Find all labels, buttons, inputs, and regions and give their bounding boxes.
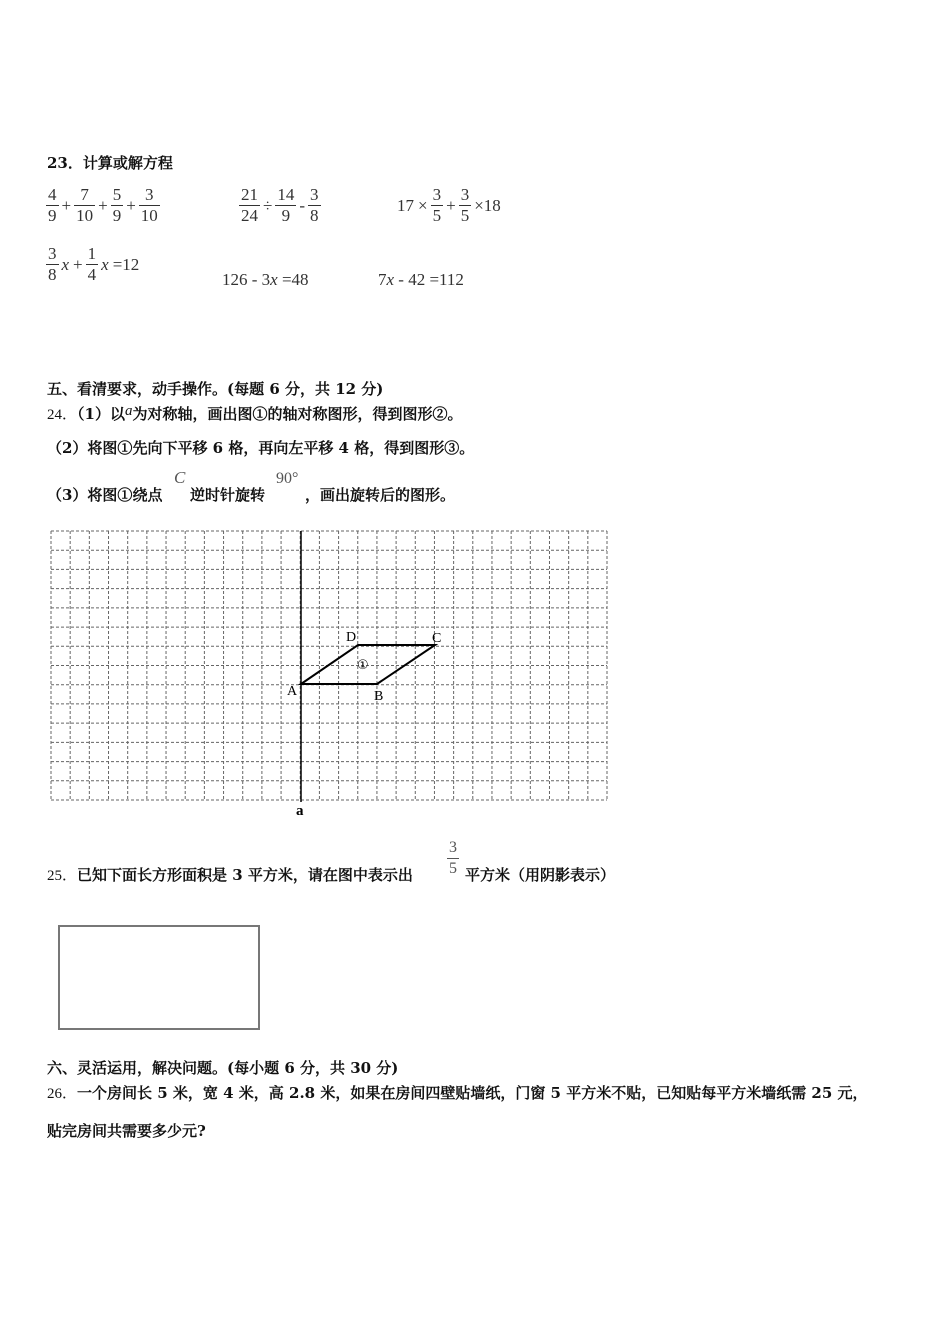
label-a: A [287,684,298,699]
axis-label-a: a [296,803,304,819]
fraction: $\frac{3}{5}$ [432,185,442,225]
label-b: B [374,689,384,704]
expr-3: 17 × $\frac{3}{5}$ + $\frac{3}{5}$ ×18 [397,185,501,225]
fraction: $\frac{3}{8}$ [48,244,57,284]
q26-line2: 贴完房间共需要多少元? [47,1122,206,1140]
expr-6: 7x - 42 =112 [378,270,464,289]
fraction: $\frac{7}{10}$ [76,185,94,225]
fraction: $\frac{3}{10}$ [140,185,158,225]
q24-part2: （2）将图①先向下平移 6 格，再向左平移 4 格，得到图形③。 [47,439,475,457]
q24-part3b: 逆时针旋转 [190,486,266,504]
q24-part1: 24．（1）以a为对称轴，画出图①的轴对称图形，得到图形②。 [47,403,463,423]
label-c: C [432,631,442,646]
fraction: $\frac{5}{9}$ [112,185,122,225]
q26-line1: 26．一个房间长 5 米，宽 4 米，高 2.8 米，如果在房间四壁贴墙纸，门窗 5 平方米不贴，已知贴每平方米墙纸需 25 元， [47,1084,868,1102]
expr-5: 126 - 3x =48 [222,270,309,289]
q24-part3c: ，画出旋转后的图形。 [305,486,456,504]
q23-title: 23．计算或解方程 [47,154,173,172]
q25-fraction: $\frac{3}{5}$ [449,839,457,877]
fraction: $\frac{21}{24}$ [241,185,258,225]
section-6-title: 六、灵活运用，解决问题。(每小题 6 分，共 30 分) [47,1059,399,1077]
q25-text-b: 平方米（用阴影表示） [465,866,616,884]
expr-4: $\frac{3}{8}$ x + $\frac{1}{4}$ x =12 [48,244,140,284]
fraction: $\frac{14}{9}$ [277,185,295,225]
rectangle-3sqm[interactable] [58,925,260,1030]
shape-label-1: ① [357,658,369,673]
point-c-var: C [174,468,186,487]
fraction: $\frac{3}{5}$ [460,185,470,225]
fraction: $\frac{3}{8}$ [310,185,319,225]
degree-90: 90° [276,470,299,487]
q24-part3: （3）将图①绕点 [47,486,163,504]
q25-text: 25．已知下面长方形面积是 3 平方米，请在图中表示出 [47,866,413,884]
fraction: $\frac{4}{9}$ [48,185,57,225]
section-5-title: 五、看清要求，动手操作。(每题 6 分，共 12 分) [47,380,384,398]
expr-1: $\frac{4}{9}$ + $\frac{7}{10}$ + $\frac{5}{9}$ + $\frac{3}{10}$ [48,185,158,225]
fraction: $\frac{1}{4}$ [87,244,97,284]
label-d: D [346,630,357,645]
expr-2: $\frac{21}{24}$ ÷ $\frac{14}{9}$ - $\frac{3}{8}$ [241,185,319,225]
